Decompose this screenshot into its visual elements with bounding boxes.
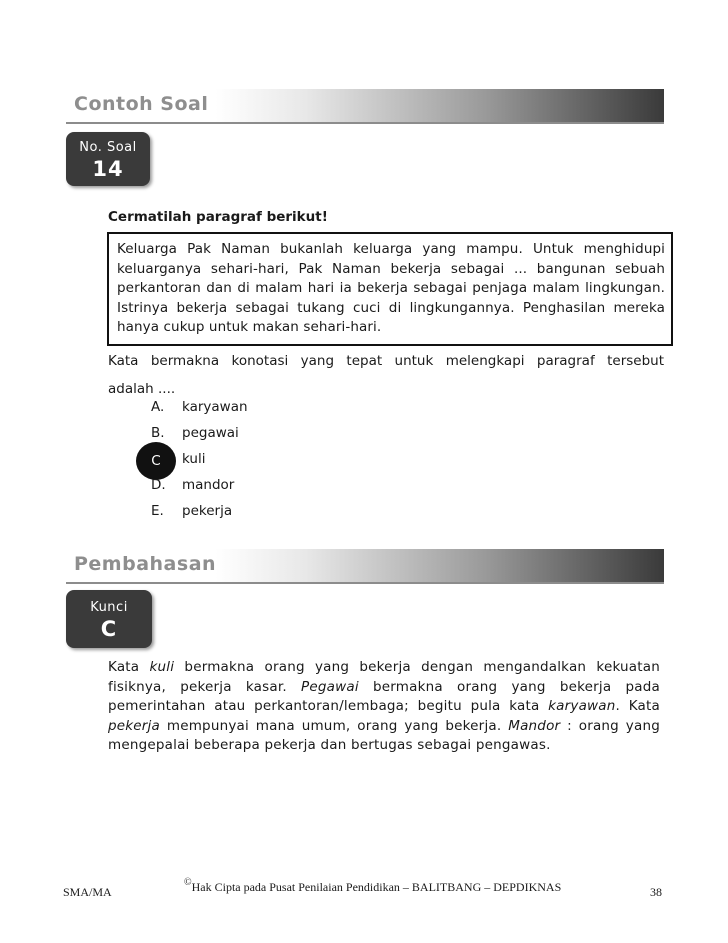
option-letter: D.: [151, 477, 166, 493]
option-letter: B.: [151, 425, 165, 441]
discussion-part: mempunyai mana umum, orang yang bekerja.: [159, 717, 509, 734]
question-number-badge: [66, 132, 150, 186]
term-pekerja: pekerja: [108, 717, 160, 734]
copyright-text: Hak Cipta pada Pusat Penilaian Pendidikan – BALITBANG – DEPDIKNAS: [191, 880, 562, 894]
badge-label: No. Soal: [79, 140, 137, 155]
option-text: pekerja: [182, 503, 233, 519]
term-karyawan: karyawan: [548, 698, 616, 714]
contoh-soal-header: [66, 89, 664, 124]
pembahasan-title: Pembahasan: [74, 553, 217, 575]
selected-answer-circle: C: [136, 442, 176, 480]
answer-key-badge: [66, 590, 152, 648]
option-text: mandor: [182, 477, 235, 493]
question-line-2: adalah ....: [108, 381, 176, 397]
discussion-part: : orang yang mengepalai beberapa pekerja dan bertugas sebagai pengawas.: [108, 717, 660, 753]
question-text: [108, 347, 664, 403]
option-letter: E.: [151, 503, 164, 519]
page-number: 38: [650, 885, 662, 899]
option-text: kuli: [182, 451, 206, 467]
instruction-text: Cermatilah paragraf berikut!: [108, 209, 328, 225]
option-text: karyawan: [182, 399, 248, 415]
answer-key: C: [100, 617, 118, 641]
discussion-part: Kata: [108, 659, 150, 675]
copyright-symbol: ©: [184, 877, 192, 888]
footer-level: SMA/MA: [63, 885, 112, 899]
discussion-part: . Kata: [615, 698, 660, 714]
discussion-part: bermakna orang yang bekerja dengan mengandalkan kekuatan fisiknya, pekerja kasar.: [108, 659, 661, 695]
discussion-text: [108, 658, 660, 756]
question-number: 14: [92, 157, 124, 181]
term-kuli: kuli: [149, 659, 175, 675]
term-pegawai: Pegawai: [301, 678, 359, 695]
pembahasan-header: [66, 549, 664, 584]
discussion-part: bermakna orang yang bekerja pada pemerintahan atau perkantoran/lembaga; begitu pula kata: [108, 678, 660, 714]
footer-copyright: [184, 877, 562, 895]
badge-label: Kunci: [90, 600, 128, 615]
option-text: pegawai: [182, 425, 239, 441]
question-line-1: Kata bermakna konotasi yang tepat untuk melengkapi paragraf tersebut: [108, 353, 664, 369]
reading-passage: Keluarga Pak Naman bukanlah keluarga yang mampu. Untuk menghidupi keluarganya sehari-hari, Pak Naman bekerja sebagai ... bangunan sebuah perkantoran dan di malam hari ia bekerja sebagai penjaga malam lingkungan. Istrinya bekerja sebagai tukang cuci di lingkungannya. Penghasilan mereka hanya cukup untuk makan sehari-hari.: [107, 232, 673, 346]
contoh-soal-title: Contoh Soal: [74, 93, 209, 115]
option-letter: A.: [151, 399, 165, 415]
term-mandor: Mandor: [508, 717, 561, 734]
